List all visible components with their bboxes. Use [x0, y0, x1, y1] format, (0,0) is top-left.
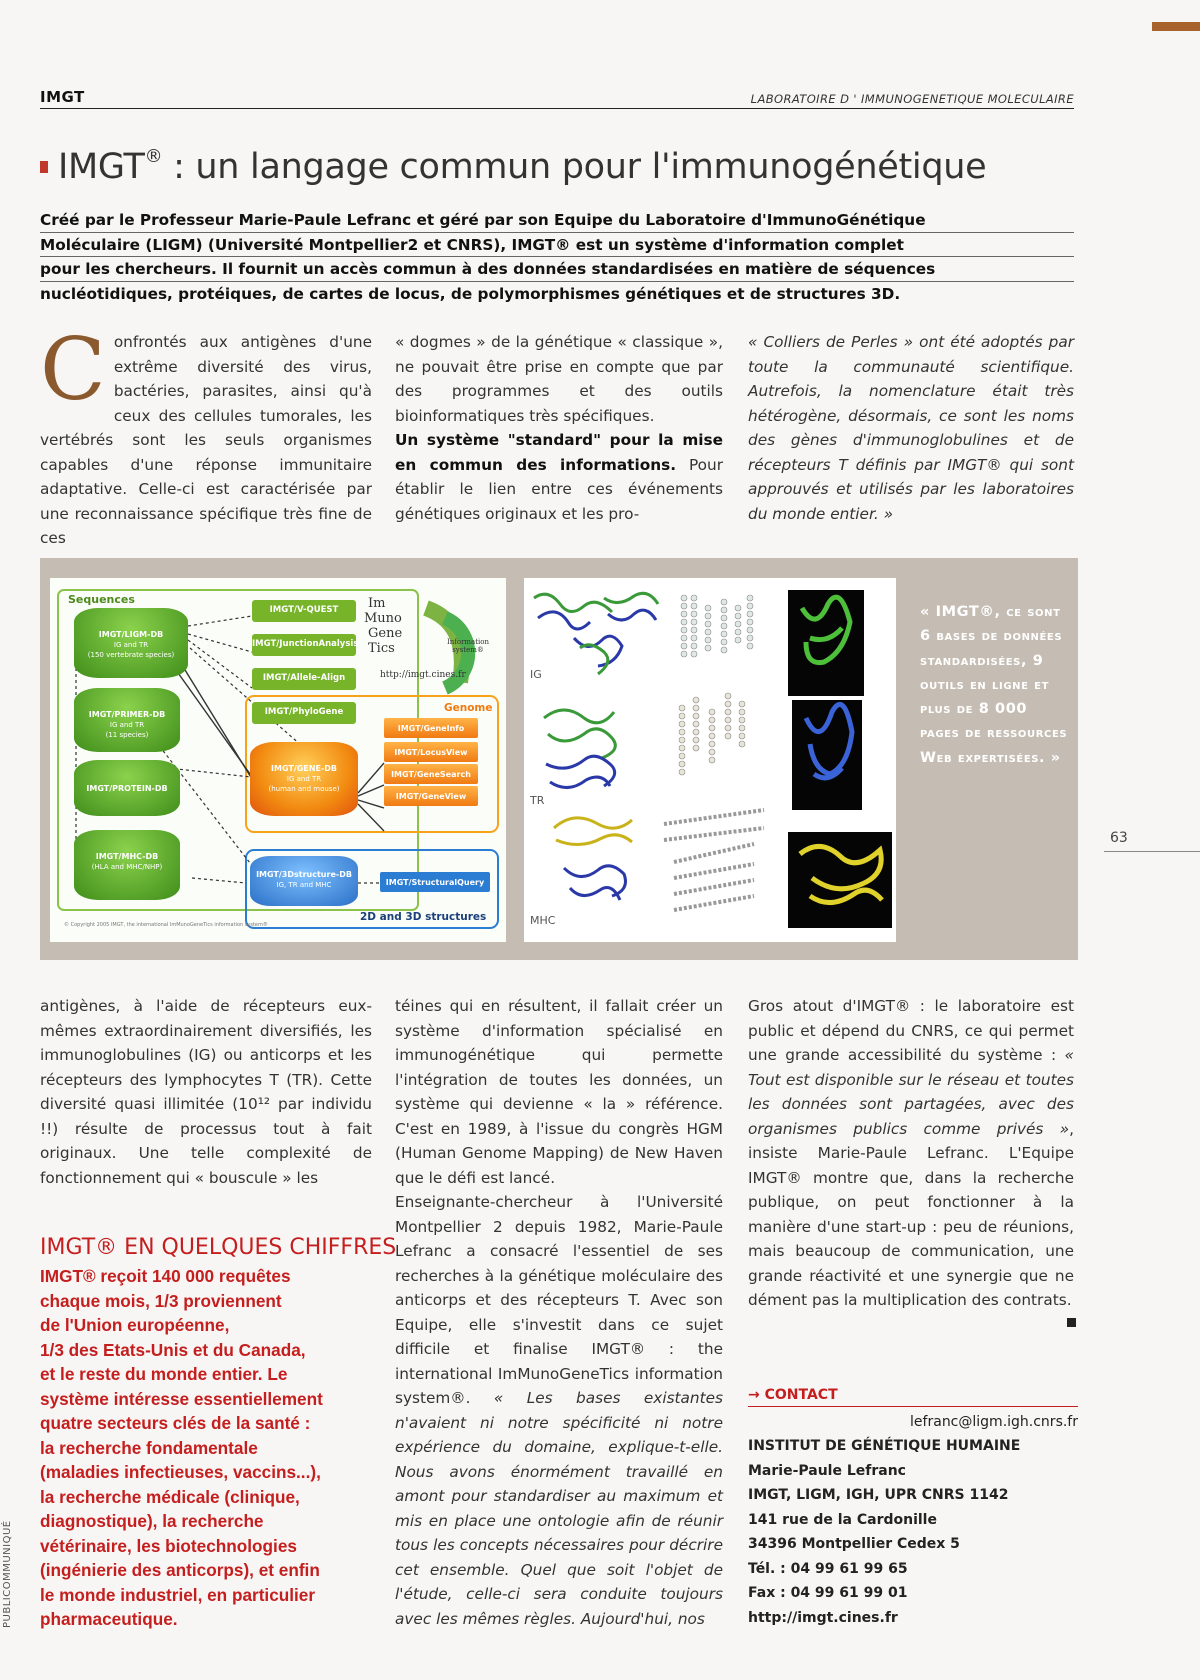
- column-1-top: [40, 320, 372, 551]
- chiffres-line: la recherche fondamentale: [40, 1437, 258, 1458]
- gene-db-sub2: (human and mouse): [268, 785, 340, 793]
- col2-bottom-p1: téines qui en résultent, il fallait créer un système d'information spécialisé en immunogénétique qui permette l'intégration de toutes les données, un système qui devienne « la » référence. C'est en 1989, à l'issue du congrès HGM (Human Genome Mapping) de New Haven que le défi est lancé.: [395, 997, 723, 1187]
- ligm-db-cylinder: [74, 608, 188, 678]
- chiffres-line: de l'Union européenne,: [40, 1315, 230, 1335]
- title-text: : un langage commun pour l'immunogénétique: [162, 147, 987, 187]
- chiffres-line: diagnostique), la recherche: [40, 1511, 264, 1531]
- intro-line: Moléculaire (LIGM) (Université Montpellier2 et CNRS), IMGT® est un système d'information complet: [40, 233, 1074, 258]
- label-ig: IG: [530, 668, 542, 681]
- header-rule: [40, 108, 1074, 109]
- logo-info: Information system®: [446, 638, 489, 654]
- primer-db-cylinder: [74, 688, 180, 752]
- geneview-box: IMGT/GeneView: [384, 786, 478, 806]
- col2-bottom-p2b: « Les bases existantes n'avaient ni notre spécificité ni notre expérience du domaine, explique-t-elle. Nous avons énormément travaillé en amont pour standardiser au maximum et mis en place une ontologie afin de réunir tous les concepts nécessaires pour décrire cet ensemble. Quel que soit l'objet de l'étude, celle-ci sera conduite toujours avec les mêmes règles. Aujourd'hui, nos: [395, 1389, 723, 1628]
- contact-box: [748, 1387, 1078, 1630]
- col2-top-text2: Pour établir le lien entre ces événements génétiques originaux et les pro-: [395, 455, 723, 523]
- col3-bottom-c: , insiste Marie-Paule Lefranc. L'Equipe IMGT® montre que, dans la recherche publique, on peut fonctionner à la manière d'une start-up : peu de réunions, mais beaucoup de communication, une grande réactivité et une synergie que ne dément pas la multiplication des contrats.: [748, 1119, 1074, 1309]
- logo-line: Im: [368, 596, 386, 611]
- chiffres-line: vétérinaire, les biotechnologies: [40, 1535, 297, 1556]
- contact-tel: Tél. : 04 99 61 99 65: [748, 1560, 908, 1577]
- structures-label: 2D and 3D structures: [360, 911, 487, 923]
- gene-db-label: IMGT/GENE-DB: [271, 764, 337, 773]
- col3-top-text: « Colliers de Perles » ont été adoptés par toute la communauté scientifique. Autrefois, la nomenclature était très hétérogène, désormais, ce sont les noms des gènes d'immunoglobulines et de récepteurs T définis par IMGT® qui sont approuvés et utilisés par les laboratoires du monde entier. »: [748, 333, 1074, 523]
- geneinfo-box: IMGT/GeneInfo: [384, 718, 478, 738]
- sidebar-publicommunique: PUBLICOMMUNIQUÉ: [2, 1520, 13, 1628]
- page-number-rule: [1104, 851, 1200, 852]
- intro-line: Créé par le Professeur Marie-Paule Lefranc et géré par son Equipe du Laboratoire d'ImmunoGénétique: [40, 208, 1074, 233]
- subheading: Un système "standard" pour la mise en commun des informations.: [395, 431, 723, 474]
- logo-line: Gene: [368, 626, 403, 641]
- chiffres-line: quatre secteurs clés de la santé :: [40, 1413, 311, 1433]
- lab-label: LABORATOIRE D ' IMMUNOGENETIQUE MOLECULAIRE: [750, 92, 1074, 106]
- chiffres-box: [40, 1234, 397, 1632]
- chiffres-line: le monde industriel, en particulier: [40, 1584, 316, 1605]
- gene-db-cylinder: [250, 742, 358, 816]
- protein-db-label: IMGT/PROTEIN-DB: [86, 784, 168, 793]
- structure-db-cylinder: [250, 856, 358, 906]
- contact-institute: INSTITUT DE GÉNÉTIQUE HUMAINE: [748, 1438, 1021, 1454]
- label-mhc: MHC: [530, 914, 556, 927]
- imgt-diagram: [50, 578, 506, 942]
- label-tr: TR: [530, 794, 545, 807]
- mhc-db-cylinder: [74, 830, 180, 900]
- chiffres-line: chaque mois, 1/3 proviennent: [40, 1290, 282, 1311]
- column-3-top: [748, 330, 1074, 526]
- contact-web[interactable]: http://imgt.cines.fr: [748, 1609, 898, 1626]
- page-title: [40, 146, 986, 187]
- drop-cap: C: [40, 320, 106, 420]
- col2-bottom-p2a: Enseignante-chercheur à l'Université Montpellier 2 depuis 1982, Marie-Paule Lefranc a consacré l'essentiel de ses recherches à la génétique moléculaire des anticorps et des récepteurs T. Avec son Equipe, elle s'investit dans ce sujet difficile et finalise IMGT® : the international ImMunoGeneTics information system®.: [395, 1193, 723, 1407]
- contact-name: Marie-Paule Lefranc: [748, 1462, 906, 1479]
- genesearch-box: IMGT/GeneSearch: [384, 764, 478, 784]
- intro-line: pour les chercheurs. Il fournit un accès commun à des données standardisées en matière de séquences: [40, 257, 1074, 282]
- logo-line: Tics: [368, 641, 395, 656]
- contact-unit: IMGT, LIGM, IGH, UPR CNRS 1142: [748, 1487, 1009, 1503]
- sequences-label: Sequences: [68, 593, 135, 606]
- chiffres-heading: IMGT® EN QUELQUES CHIFFRES: [40, 1235, 397, 1260]
- mhc-db-sub: (HLA and MHC/NHP): [91, 863, 163, 871]
- phylogene-box: IMGT/PhyloGene: [252, 702, 356, 724]
- contact-fax: Fax : 04 99 61 99 01: [748, 1585, 908, 1601]
- title-imgt: IMGT: [58, 147, 145, 187]
- contact-city: 34396 Montpellier Cedex 5: [748, 1536, 960, 1552]
- column-1-bottom: [40, 994, 372, 1190]
- chiffres-line: (maladies infectieuses, vaccins...),: [40, 1462, 321, 1482]
- contact-street: 141 rue de la Cardonille: [748, 1511, 937, 1528]
- protein-db-cylinder: [74, 760, 180, 816]
- locusview-box: IMGT/LocusView: [384, 742, 478, 762]
- chiffres-line: et le reste du monde entier. Le: [40, 1364, 288, 1384]
- chiffres-line: la recherche médicale (clinique,: [40, 1486, 300, 1507]
- logo-url: http://imgt.cines.fr: [380, 670, 466, 680]
- primer-db-label: IMGT/PRIMER-DB: [88, 710, 166, 719]
- structure-db-label: IMGT/3Dstructure-DB: [256, 870, 352, 879]
- structural-query-box: IMGT/StructuralQuery: [380, 872, 490, 892]
- primer-db-sub2: (11 species): [105, 731, 149, 739]
- end-mark: [1067, 1318, 1076, 1327]
- page-number: 63: [1110, 830, 1128, 846]
- col3-bottom-b: « Tout est disponible sur le réseau et toutes les données sont partagées, avec des organismes publics comme privés »: [748, 1046, 1074, 1138]
- chiffres-line: (ingénierie des anticorps), et enfin: [40, 1560, 320, 1580]
- chiffres-line: IMGT® reçoit 140 000 requêtes: [40, 1266, 291, 1286]
- title-registered: ®: [144, 146, 163, 167]
- column-2-bottom: [395, 994, 723, 1631]
- col2-top-text: « dogmes » de la génétique « classique », ne pouvait être prise en compte que par des programmes et des outils bioinformatiques très spécifiques.: [395, 333, 723, 425]
- ligm-db-sub2: (150 vertebrate species): [87, 651, 175, 659]
- structure-db-sub: IG, TR and MHC: [276, 881, 332, 889]
- chiffres-line: système intéresse essentiellement: [40, 1388, 323, 1409]
- junction-box: IMGT/JunctionAnalysis: [252, 634, 356, 656]
- figure-quote: « IMGT®, ce sont 6 bases de données standardisées, 9 outils en ligne et plus de 8 000 pages de ressources Web expertisées. »: [920, 604, 1068, 766]
- intro-block: [40, 208, 1074, 306]
- diagram-copyright: © Copyright 2005 IMGT, the international ImMunoGeneTics information system®: [64, 922, 268, 928]
- vquest-box: IMGT/V-QUEST: [252, 600, 356, 622]
- col1-top-text: onfrontés aux antigènes d'une extrême diversité des virus, bactéries, parasites, ainsi qu'à ceux des cellules tumorales, les vertébrés sont les seuls organismes capables d'une réponse immunitaire adaptative. Celle-ci est caractérisée par une reconnaissance spécifique très fine de ces: [40, 333, 372, 547]
- allele-box: IMGT/Allele-Align: [252, 668, 356, 690]
- column-2-top: [395, 330, 723, 526]
- section-label: IMGT: [40, 88, 85, 106]
- gene-db-sub: IG and TR: [286, 775, 322, 783]
- chiffres-line: pharmaceutique.: [40, 1609, 178, 1629]
- chiffres-line: 1/3 des Etats-Unis et du Canada,: [40, 1339, 306, 1360]
- col3-bottom-a: Gros atout d'IMGT® : le laboratoire est public et dépend du CNRS, ce qui permet une grande accessibilité du système :: [748, 997, 1074, 1064]
- col1-bottom-text: antigènes, à l'aide de récepteurs eux-mêmes extraordinairement diversifiés, les immunoglobulines (IG) ou anticorps et les récepteurs des lymphocytes T (TR). Cette diversité quasi illimitée (10¹² par individu !!) résulte de processus tout à fait originaux. Une telle complexité de fonctionnement qui « bouscule » les: [40, 997, 372, 1187]
- contact-heading: → CONTACT: [748, 1387, 1078, 1407]
- genome-label: Genome: [444, 702, 493, 714]
- logo-line: Muno: [364, 611, 402, 626]
- ligm-db-sub: IG and TR: [113, 641, 149, 649]
- intro-line: nucléotidiques, protéiques, de cartes de locus, de polymorphismes génétiques et de structures 3D.: [40, 284, 901, 303]
- chiffres-body: [40, 1264, 380, 1632]
- contact-email[interactable]: lefranc@ligm.igh.cnrs.fr: [910, 1414, 1078, 1430]
- column-3-bottom: [748, 994, 1074, 1313]
- mhc-db-label: IMGT/MHC-DB: [95, 852, 159, 861]
- corner-accent-bar: [1152, 22, 1200, 31]
- imgt-logo: [364, 596, 403, 656]
- protein-images: [524, 578, 896, 942]
- title-bullet: [40, 161, 48, 173]
- ligm-db-label: IMGT/LIGM-DB: [98, 630, 164, 639]
- primer-db-sub: IG and TR: [109, 721, 145, 729]
- protein-structures-panel: [524, 578, 896, 942]
